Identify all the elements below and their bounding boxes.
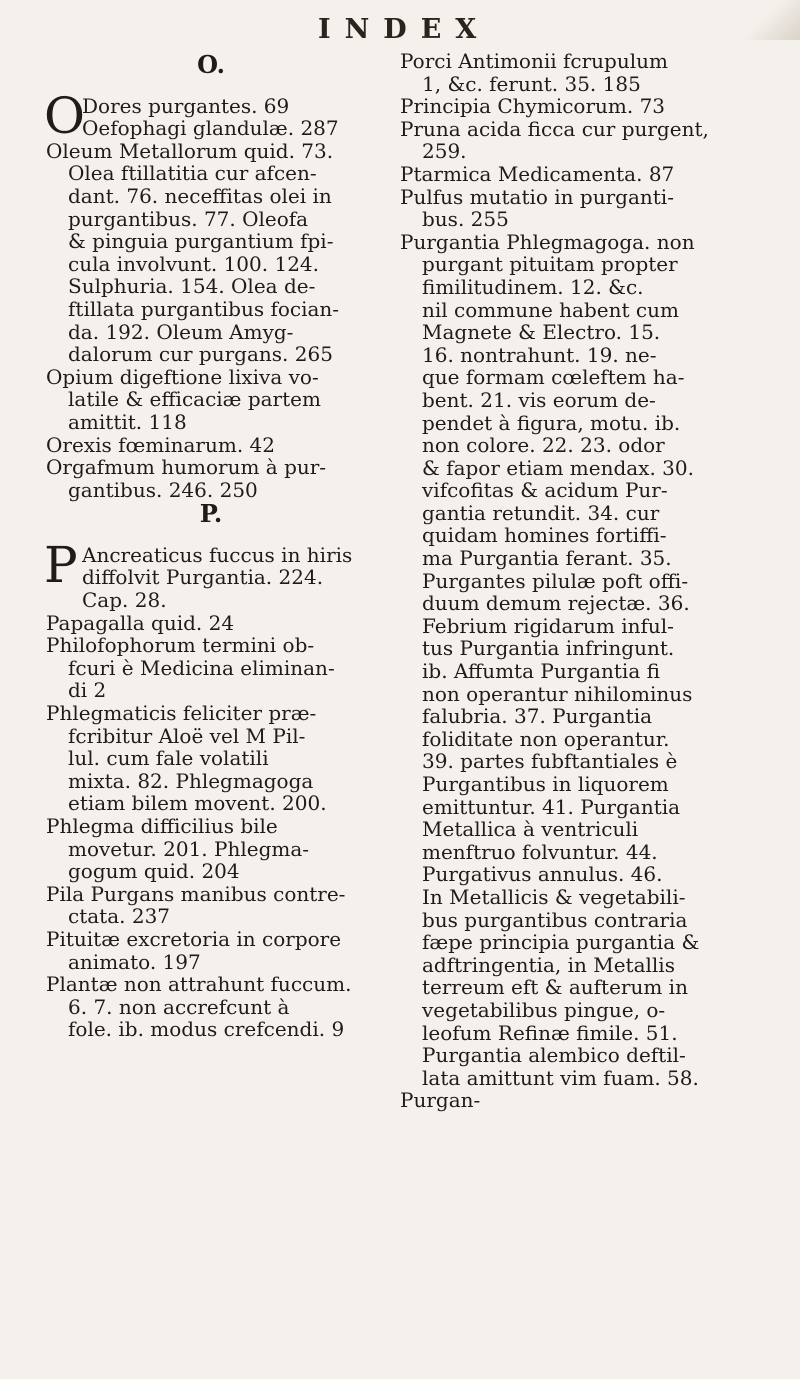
- entry-line: Orgafmum humorum à pur-: [46, 455, 327, 480]
- entry-line: Cap. 28.: [82, 588, 167, 613]
- entry-line: gantibus. 246. 250: [68, 477, 258, 502]
- index-entry: [44, 86, 376, 145]
- index-entry: [46, 434, 376, 457]
- entry-line: 6. 7. non accrefcunt à: [68, 994, 290, 1019]
- entry-line: Purgativus annulus. 46.: [422, 862, 663, 887]
- entry-line: fæpe principia purgantia &: [422, 930, 700, 955]
- entry-line: Dores purgantes. 69: [82, 93, 290, 118]
- entry-line: nil commune habent cum: [422, 297, 679, 322]
- entry-line: Metallica à ventriculi: [422, 817, 639, 842]
- entry-line: mixta. 82. Phlegmagoga: [68, 768, 314, 793]
- index-entry: [400, 95, 745, 118]
- section-heading-p: P.: [199, 499, 223, 529]
- entry-line: non colore. 22. 23. odor: [422, 433, 665, 458]
- entry-line: fimilitudinem. 12. &c.: [422, 274, 644, 299]
- entry-line: fcribitur Aloë vel M Pil-: [68, 723, 306, 748]
- index-entry: [46, 928, 376, 973]
- entry-line: movetur. 201. Phlegma-: [68, 836, 310, 861]
- entry-line: 39. partes fubftantiales è: [422, 749, 678, 774]
- entry-line: cula involvunt. 100. 124.: [68, 251, 320, 276]
- entry-line: pendet à figura, motu. ib.: [422, 410, 681, 435]
- index-entry: [46, 140, 376, 366]
- entry-line: diffolvit Purgantia. 224.: [82, 565, 324, 590]
- entry-line: ftillata purgantibus focian-: [68, 296, 340, 321]
- entry-line: duum demum rejectæ. 36.: [422, 591, 690, 616]
- entry-line: Philofophorum termini ob-: [46, 633, 315, 658]
- entry-line: lul. cum fale volatili: [68, 746, 269, 771]
- entry-line: non operantur nihilominus: [422, 681, 693, 706]
- entry-line: que formam cœleftem ha-: [422, 365, 685, 390]
- entry-line: Oefophagi glandulæ. 287: [82, 116, 339, 141]
- entry-line: animato. 197: [68, 949, 201, 974]
- entry-line: adftringentia, in Metallis: [422, 952, 675, 977]
- entry-line: terreum eft & aufterum in: [422, 975, 688, 1000]
- entry-line: purgant pituitam propter: [422, 252, 678, 277]
- index-entry: [44, 535, 376, 613]
- index-entry: [400, 50, 745, 95]
- entry-line: Febrium rigidarum inful-: [422, 613, 674, 638]
- drop-capital: P: [44, 535, 78, 594]
- entry-line: Opium digeftione lixiva vo-: [46, 364, 319, 389]
- index-entry: [400, 231, 745, 1090]
- entry-line: Magnete & Electro. 15.: [422, 320, 661, 345]
- entry-line: Pila Purgans manibus contre-: [46, 881, 346, 906]
- entry-line: Pulfus mutatio in purganti-: [400, 184, 674, 209]
- entry-line: leofum Refinæ fimile. 51.: [422, 1020, 678, 1045]
- entry-line: 1, &c. ferunt. 35. 185: [422, 71, 641, 96]
- entry-line: menftruo folvuntur. 44.: [422, 839, 658, 864]
- entry-line: Purgan-: [400, 1088, 481, 1113]
- entry-line: Pituitæ excretoria in corpore: [46, 926, 342, 951]
- entry-line: Papagalla quid. 24: [46, 610, 235, 635]
- index-entry: [46, 883, 376, 928]
- index-entry: [46, 456, 376, 501]
- entry-line: vegetabilibus pingue, o-: [422, 997, 666, 1022]
- entry-line: Phlegmaticis feliciter præ-: [46, 701, 317, 726]
- entry-line: Pruna acida ficca cur purgent,: [400, 116, 709, 141]
- entry-line: ib. Affumta Purgantia fi: [422, 659, 660, 684]
- index-entry: [46, 815, 376, 883]
- entry-line: amittit. 118: [68, 409, 187, 434]
- entry-line: da. 192. Oleum Amyg-: [68, 319, 294, 344]
- index-entry: [46, 973, 376, 1041]
- entry-line: Purgantes pilulæ poft offi-: [422, 568, 689, 593]
- index-entry: [400, 1089, 745, 1112]
- entry-line: foliditate non operantur.: [422, 726, 670, 751]
- drop-capital: O: [44, 86, 85, 145]
- entry-line: 16. nontrahunt. 19. ne-: [422, 342, 657, 367]
- entry-line: fole. ib. modus crefcendi. 9: [68, 1017, 345, 1042]
- entry-line: dalorum cur purgans. 265: [68, 342, 333, 367]
- entry-line: dant. 76. neceffitas olei in: [68, 183, 332, 208]
- entry-line: & pinguia purgantium fpi-: [68, 229, 334, 254]
- entry-line: In Metallicis & vegetabili-: [422, 884, 686, 909]
- index-entry: [400, 163, 745, 186]
- entry-line: falubria. 37. Purgantia: [422, 704, 653, 729]
- entry-line: ma Purgantia ferant. 35.: [422, 546, 672, 571]
- entry-line: quidam homines fortiffi-: [422, 523, 667, 548]
- entry-line: Purgantia Phlegmagoga. non: [400, 229, 695, 254]
- entry-line: purgantibus. 77. Oleofa: [68, 206, 309, 231]
- entry-line: Orexis fœminarum. 42: [46, 432, 276, 457]
- entry-line: Purgantibus in liquorem: [422, 772, 669, 796]
- entry-line: gogum quid. 204: [68, 859, 240, 884]
- entry-line: & fapor etiam mendax. 30.: [422, 455, 694, 480]
- entry-line: latile & efficaciæ partem: [68, 387, 321, 412]
- entry-line: Ancreaticus fuccus in hiris: [82, 542, 353, 567]
- entry-line: di 2: [68, 678, 107, 703]
- entry-line: Olea ftillatitia cur afcen-: [68, 161, 317, 186]
- entry-line: Purgantia alembico deftil-: [422, 1043, 686, 1068]
- index-entry: [400, 186, 745, 231]
- right-column: [400, 50, 745, 1112]
- index-entry: [46, 634, 376, 702]
- entry-line: Oleum Metallorum quid. 73.: [46, 138, 334, 163]
- entry-line: Phlegma difficilius bile: [46, 814, 278, 838]
- entry-line: 259.: [422, 139, 467, 164]
- entry-line: emittuntur. 41. Purgantia: [422, 794, 681, 819]
- entry-line: Plantæ non attrahunt fuccum.: [46, 972, 352, 997]
- entry-line: Principia Chymicorum. 73: [400, 94, 666, 119]
- entry-line: bus purgantibus contraria: [422, 907, 688, 932]
- entry-line: Porci Antimonii fcrupulum: [400, 49, 668, 73]
- entry-line: fcuri è Medicina eliminan-: [68, 655, 335, 680]
- index-entry: [46, 612, 376, 635]
- entry-line: gantia retundit. 34. cur: [422, 500, 660, 525]
- left-column: [46, 52, 376, 1041]
- entry-line: Ptarmica Medicamenta. 87: [400, 161, 675, 186]
- entry-line: lata amittunt vim fuam. 58.: [422, 1065, 699, 1090]
- entry-line: tus Purgantia infringunt.: [422, 636, 675, 661]
- entry-line: ctata. 237: [68, 904, 171, 929]
- page-header: INDEX: [318, 14, 491, 45]
- section-heading-o: O.: [197, 50, 225, 79]
- entry-line: vifcofitas & acidum Pur-: [422, 478, 668, 503]
- index-entry: [46, 366, 376, 434]
- entry-line: etiam bilem movent. 200.: [68, 791, 327, 816]
- entry-line: Sulphuria. 154. Olea de-: [68, 274, 316, 299]
- entry-line: bus. 255: [422, 207, 509, 232]
- index-entry: [400, 118, 745, 163]
- entry-line: bent. 21. vis eorum de-: [422, 387, 656, 412]
- index-entry: [46, 702, 376, 815]
